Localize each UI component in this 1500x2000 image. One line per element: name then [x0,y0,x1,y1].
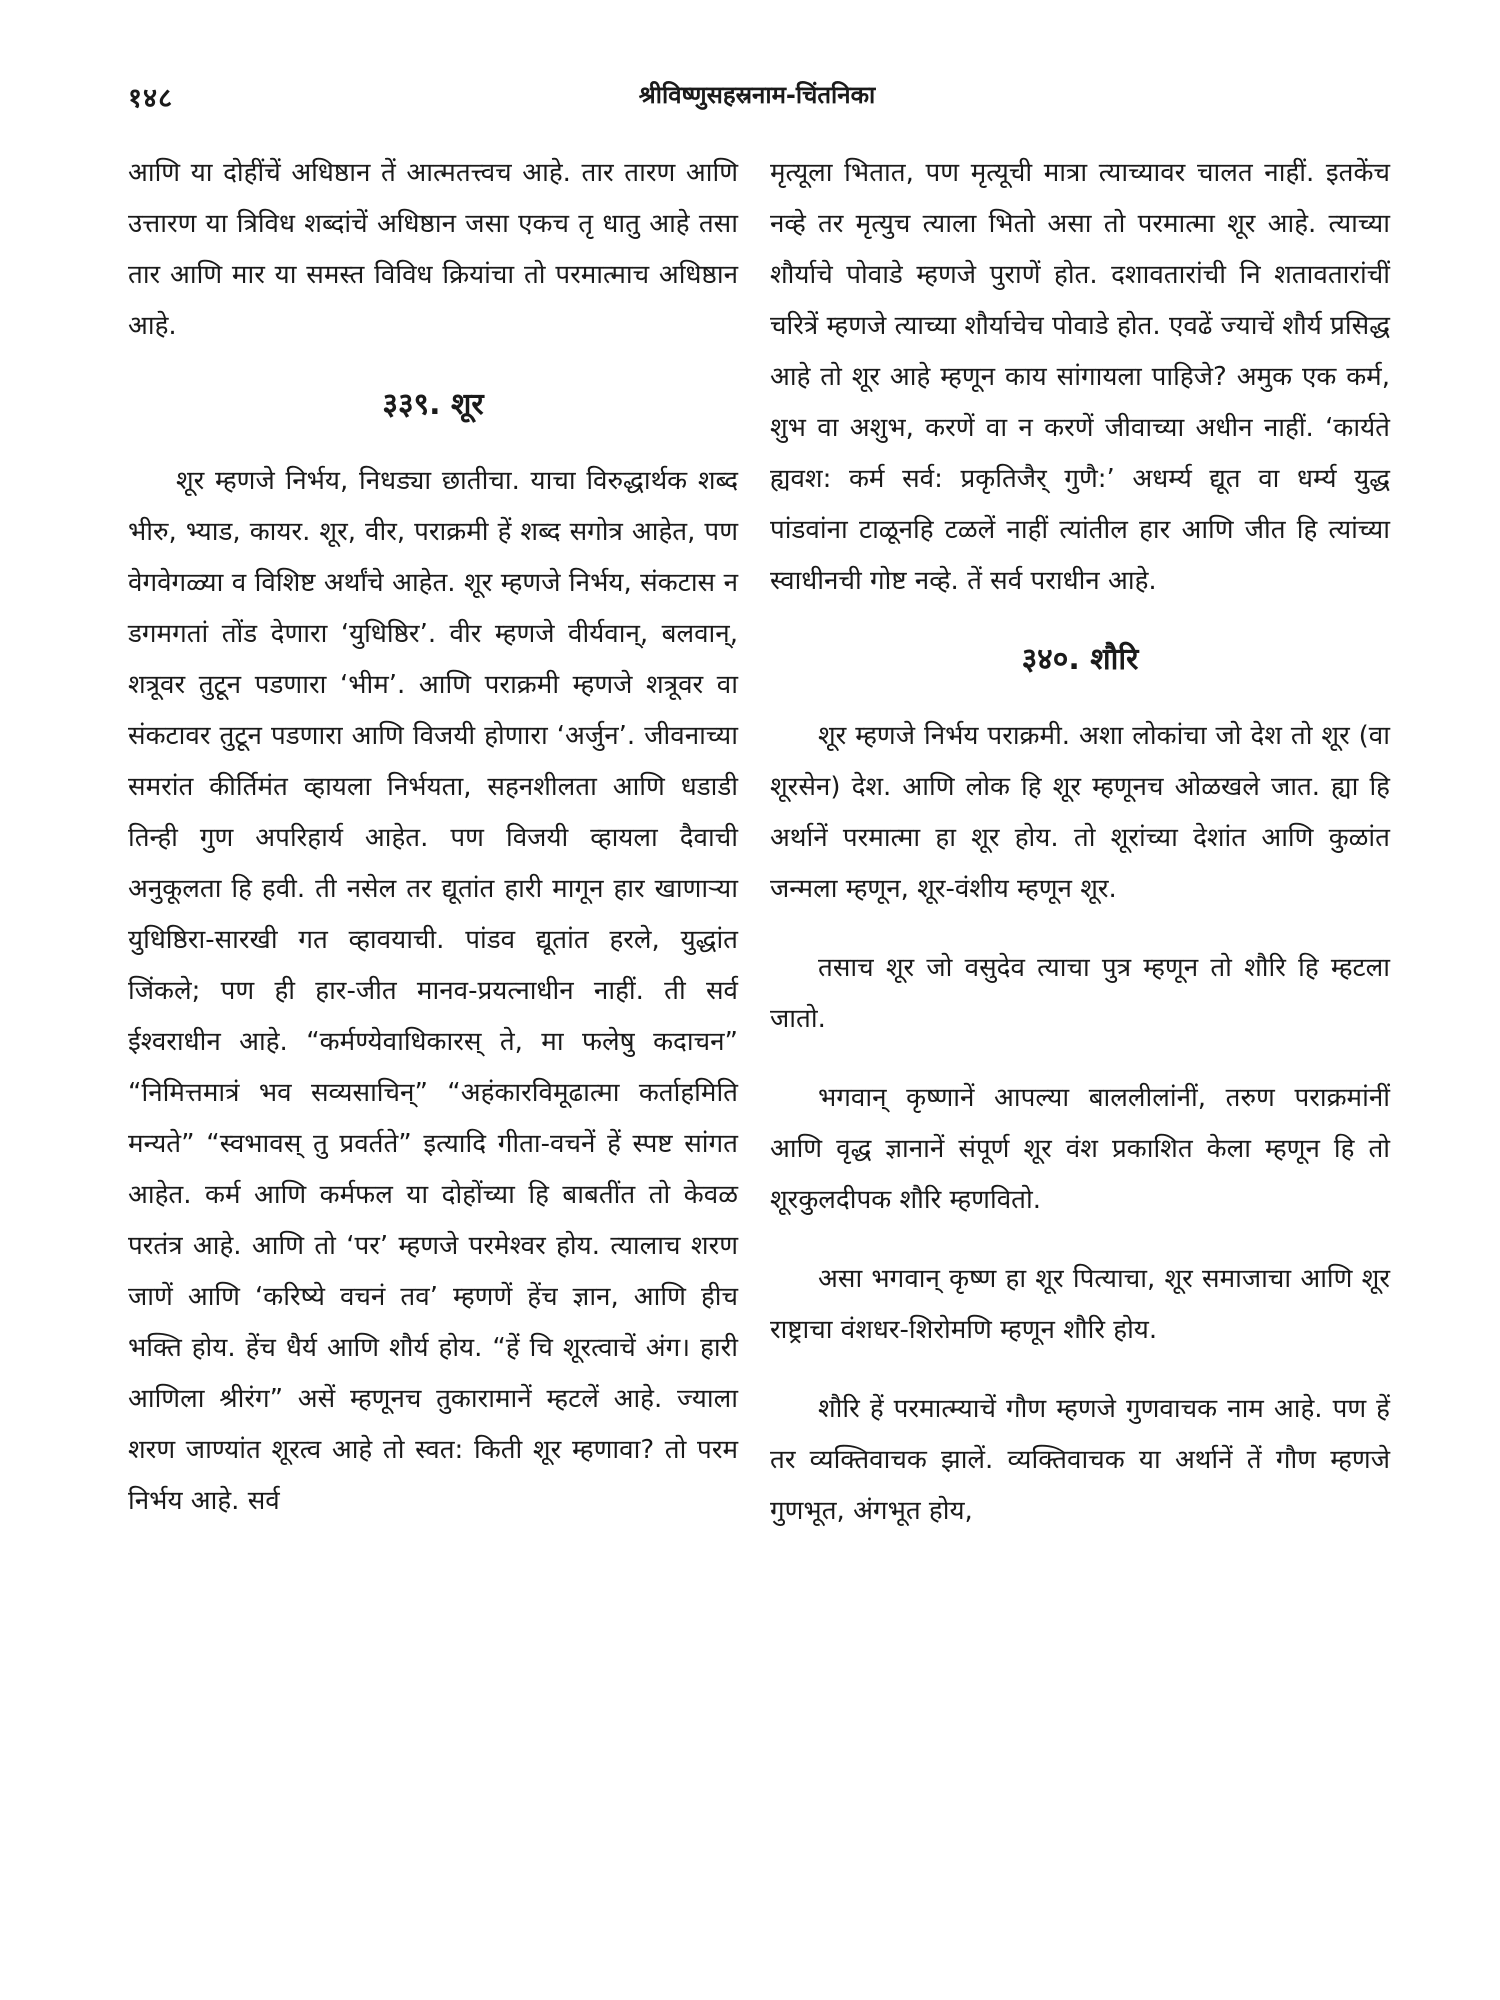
right-column [770,148,1390,1565]
section-340-paragraph: शूर म्हणजे निर्भय पराक्रमी. अशा लोकांचा जो देश तो शूर (वा शूरसेन) देश. आणि लोक हि शूर म्हणूनच ओळखले जात. ह्या हि अर्थानें परमात्मा हा शूर होय. तो शूरांच्या देशांत आणि कुळांत जन्मला म्हणून, शूर-वंशीय म्हणून शूर. [770,721,1390,904]
section-340-paragraph: शौरि हें परमात्म्याचें गौण म्हणजे गुणवाचक नाम आहे. पण हें तर व्यक्तिवाचक झालें. व्यक्तिवाचक या अर्थानें तें गौण म्हणजे गुणभूत, अंगभूत होय, [770,1394,1390,1526]
left-intro-paragraph: आणि या दोहींचें अधिष्ठान तें आत्मतत्त्वच आहे. तार तारण आणि उत्तारण या त्रिविध शब्दांचें अधिष्ठान जसा एकच तृ धातु आहे तसा तार आणि मार या समस्त विविध क्रियांचा तो परमात्माच अधिष्ठान आहे. [128,158,738,341]
page-number: १४८ [128,83,174,114]
section-heading-340: ३४०. शौरि [1021,642,1139,677]
section-heading-339: ३३९. शूर [382,387,484,422]
page-header [128,78,1386,118]
section-340-paragraph: तसाच शूर जो वसुदेव त्याचा पुत्र म्हणून तो शौरि हि म्हटला जातो. [770,953,1390,1034]
section-339-body: शूर म्हणजे निर्भय, निधड्या छातीचा. याचा विरुद्धार्थक शब्द भीरु, भ्याड, कायर. शूर, वीर, पराक्रमी हें शब्द सगोत्र आहेत, पण वेगवेगळ्या व विशिष्ट अर्थांचे आहेत. शूर म्हणजे निर्भय, संकटास न डगमगतां तोंड देणारा ‘युधिष्ठिर’. वीर म्हणजे वीर्यवान्, बलवान्, शत्रूवर तुटून पडणारा ‘भीम’. आणि पराक्रमी म्हणजे शत्रूवर वा संकटावर तुटून पडणारा आणि विजयी होणारा ‘अर्जुन’. जीवनाच्या समरांत कीर्तिमंत व्हायला निर्भयता, सहनशीलता आणि धडाडी तिन्ही गुण अपरिहार्य आहेत. पण विजयी व्हायला दैवाची अनुकूलता हि हवी. ती नसेल तर द्यूतांत हारी मागून हार खाणाऱ्या युधिष्ठिरा-सारखी गत व्हावयाची. पांडव द्यूतांत हरले, युद्धांत जिंकले; पण ही हार-जीत मानव-प्रयत्नाधीन नाहीं. ती सर्व ईश्वराधीन आहे. “कर्मण्येवाधिकारस् ते, मा फलेषु कदाचन” “निमित्तमात्रं भव सव्यसाचिन्” “अहंकारविमूढात्मा कर्ताहमिति मन्यते” “स्वभावस् तु प्रवर्तते” इत्यादि गीता-वचनें हें स्पष्ट सांगत आहेत. कर्म आणि कर्मफल या दोहोंच्या हि बाबतींत तो केवळ परतंत्र आहे. आणि तो ‘पर’ म्हणजे परमेश्वर होय. त्यालाच शरण जाणें आणि ‘करिष्ये वचनं तव’ म्हणणें हेंच ज्ञान, आणि हीच भक्ति होय. हेंच धैर्य आणि शौर्य होय. “हें चि शूरत्वाचें अंग। हारी आणिला श्रीरंग” असें म्हणूनच तुकारामानें म्हटलें आहे. ज्याला शरण जाण्यांत शूरत्व आहे तो स्वत: किती शूर म्हणावा? तो परम निर्भय आहे. सर्व [128,466,738,1516]
section-340-paragraph: असा भगवान् कृष्ण हा शूर पित्याचा, शूर समाजाचा आणि शूर राष्ट्राचा वंशधर-शिरोमणि म्हणून शौरि होय. [770,1264,1390,1345]
running-title: श्रीविष्णुसहस्रनाम-चिंतनिका [638,81,876,109]
left-column [128,148,738,1527]
right-continuation-paragraph: मृत्यूला भितात, पण मृत्यूची मात्रा त्याच्यावर चालत नाहीं. इतकेंच नव्हे तर मृत्युच त्याला भितो असा तो परमात्मा शूर आहे. त्याच्या शौर्याचे पोवाडे म्हणजे पुराणें होत. दशावतारांची नि शतावतारांचीं चरित्रें म्हणजे त्याच्या शौर्याचेच पोवाडे होत. एवढें ज्याचें शौर्य प्रसिद्ध आहे तो शूर आहे म्हणून काय सांगायला पाहिजे? अमुक एक कर्म, शुभ वा अशुभ, करणें वा न करणें जीवाच्या अधीन नाहीं. ‘कार्यते ह्यवश: कर्म सर्व: प्रकृतिजैर् गुणै:’ अधर्म्य द्यूत वा धर्म्य युद्ध पांडवांना टाळूनहि टळलें नाहीं त्यांतील हार आणि जीत हि त्यांच्या स्वाधीनची गोष्ट नव्हे. तें सर्व पराधीन आहे. [770,158,1390,596]
section-340-paragraph: भगवान् कृष्णानें आपल्या बाललीलांनीं, तरुण पराक्रमांनीं आणि वृद्ध ज्ञानानें संपूर्ण शूर वंश प्रकाशित केला म्हणून हि तो शूरकुलदीपक शौरि म्हणवितो. [770,1083,1390,1215]
